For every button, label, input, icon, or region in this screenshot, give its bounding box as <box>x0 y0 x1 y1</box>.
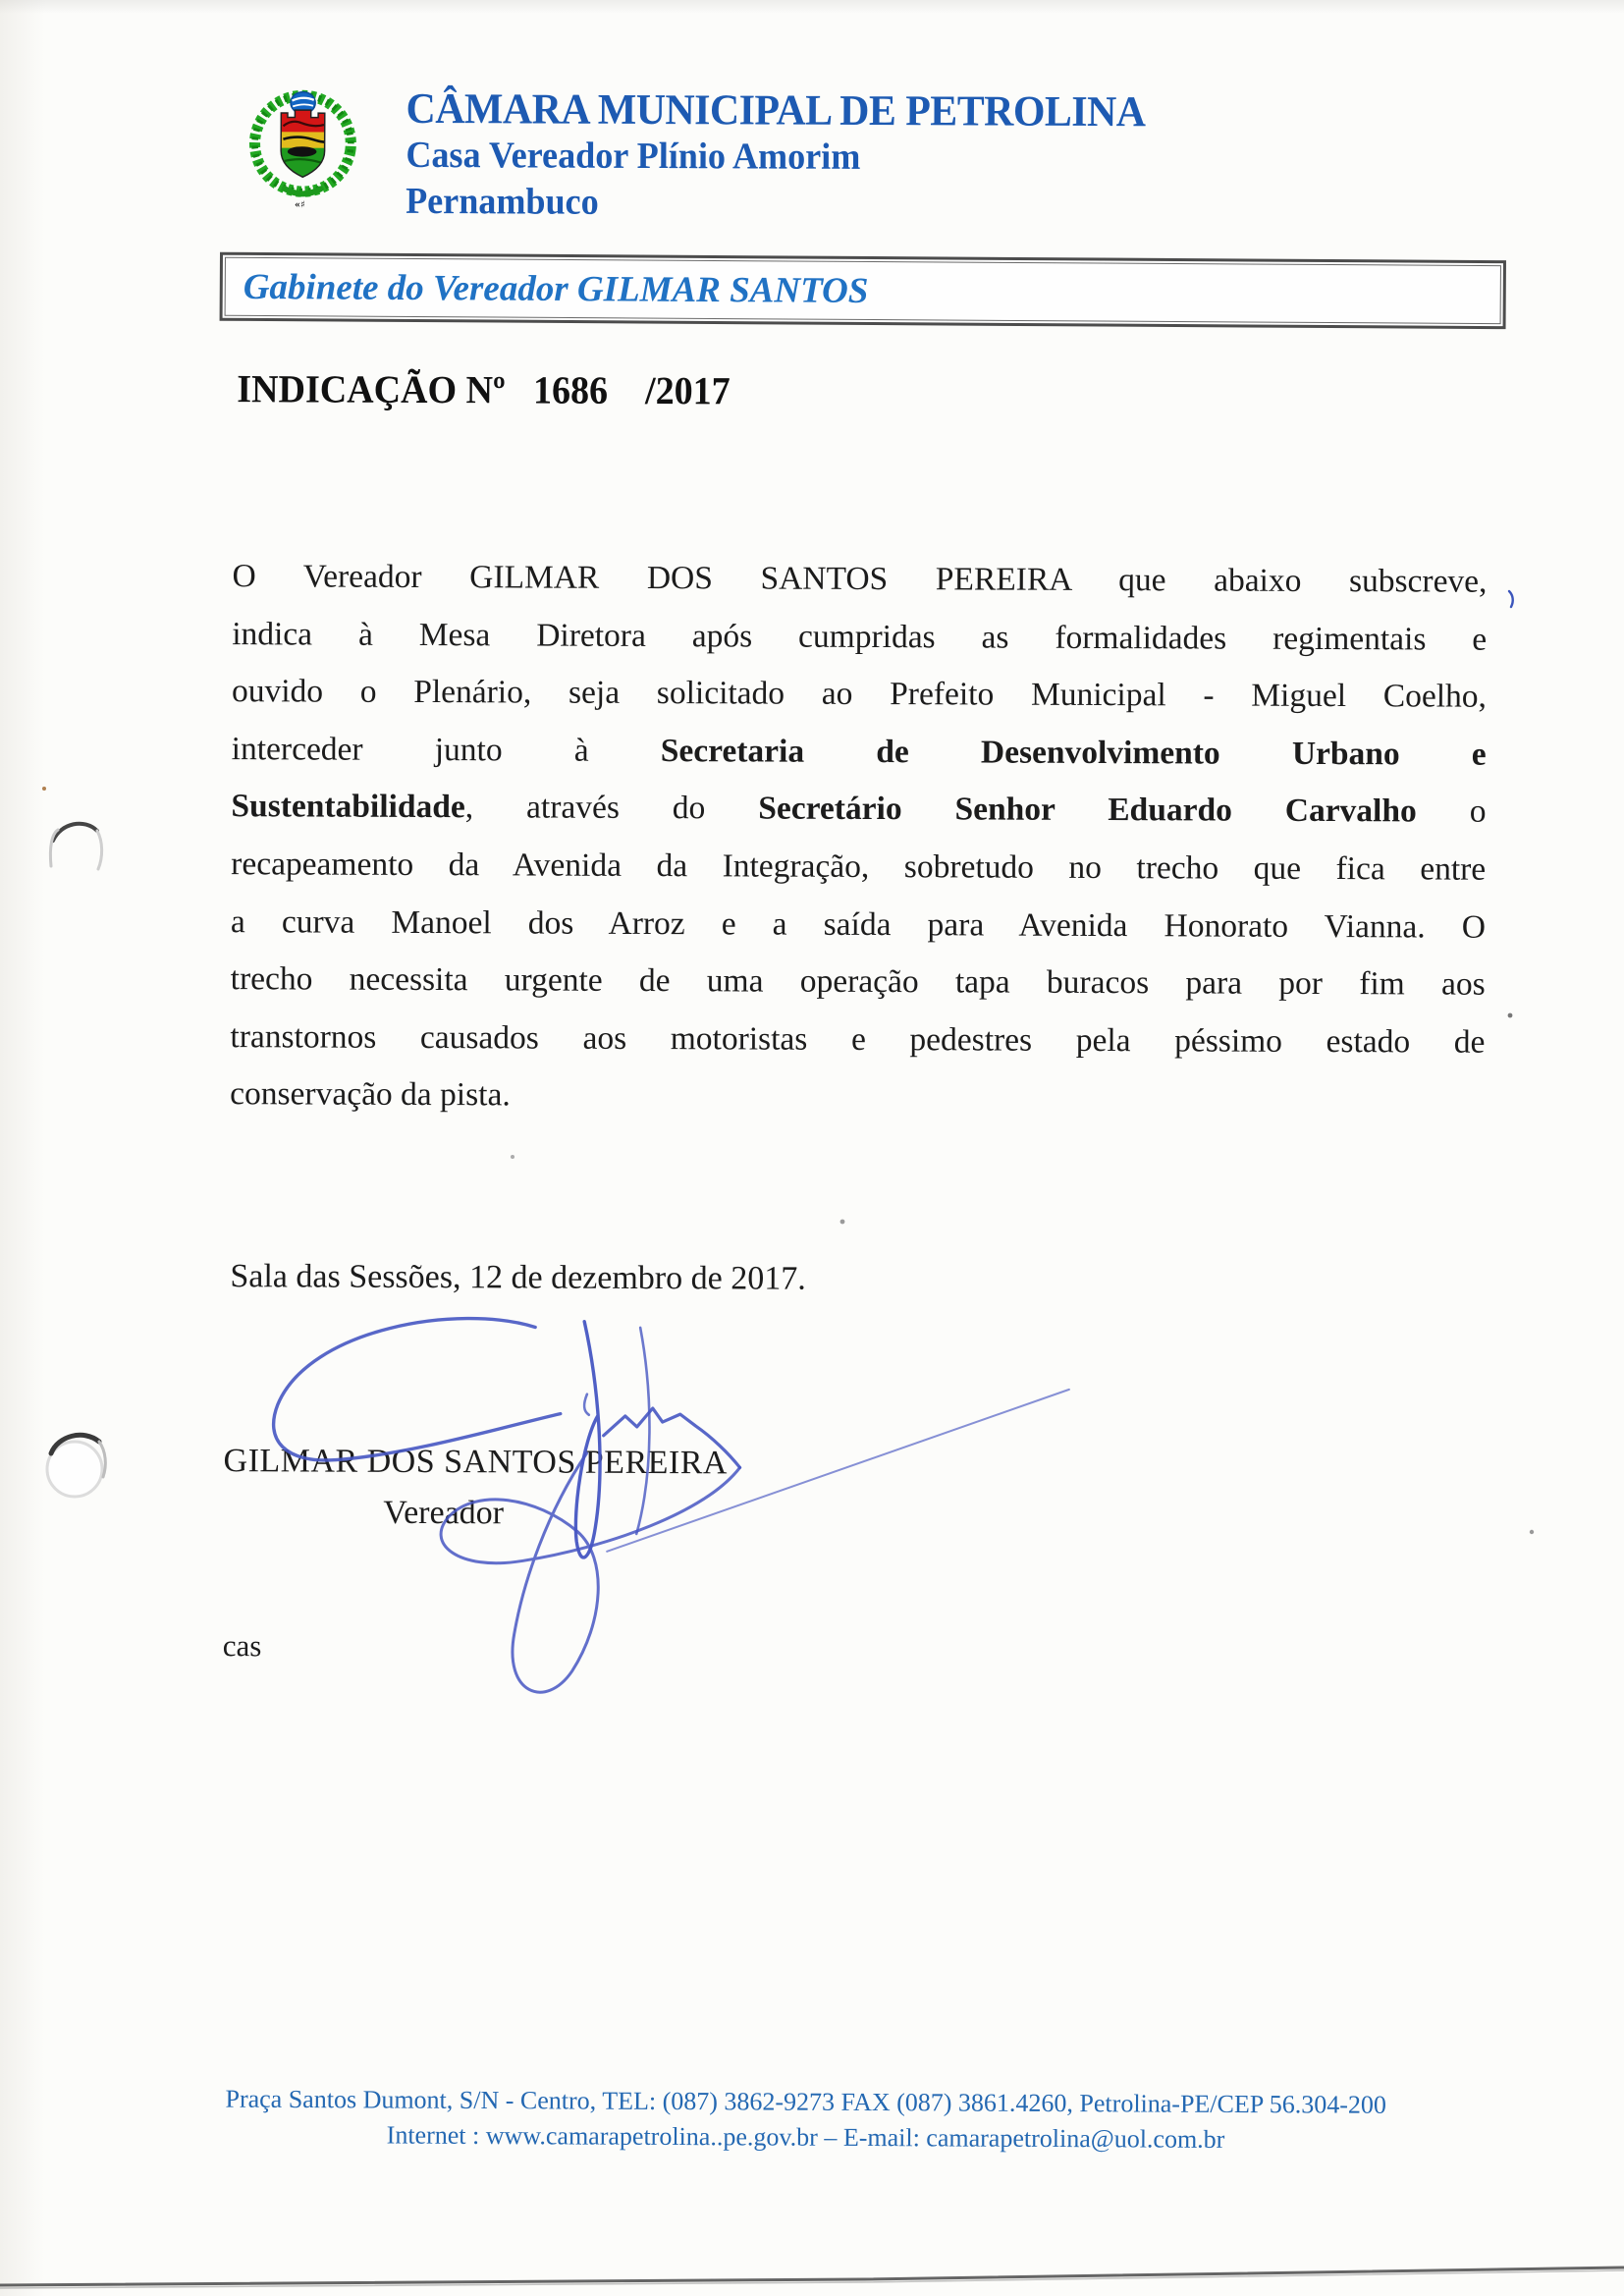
body-line: interceder junto à Secretaria de Desenvolvimento Urbano e <box>231 730 1487 773</box>
office-banner-frame <box>225 257 1501 324</box>
header-building-name: Casa Vereador Plínio Amorim <box>406 134 861 178</box>
body-line: conservação da pista. <box>230 1075 511 1114</box>
footer-address-line: Praça Santos Dumont, S/N - Centro, TEL: (087) 3862-9273 FAX (087) 3861.4260, Petrolina-PE/CEP 56.304-200 <box>225 2084 1387 2119</box>
header-state-name: Pernambuco <box>406 180 599 223</box>
body-line: recapeamento da Avenida da Integração, sobretudo no trecho que fica entre <box>231 846 1487 888</box>
body-line: ouvido o Plenário, seja solicitado ao Prefeito Municipal - Miguel Coelho, <box>231 673 1488 715</box>
footer <box>0 2080 1618 2159</box>
coat-of-arms-icon <box>241 81 365 211</box>
document-year: /2017 <box>645 367 731 413</box>
document-title-label: INDICAÇÃO Nº <box>237 366 506 412</box>
clerk-initials: cas <box>222 1628 262 1664</box>
header-org-name: CÂMARA MUNICIPAL DE PETROLINA <box>406 83 1146 137</box>
office-banner-label: Gabinete do Vereador GILMAR SANTOS <box>243 266 869 311</box>
document-title <box>237 365 731 413</box>
footer-contact-line: Internet : www.camarapetrolina..pe.gov.br – E-mail: camarapetrolina@uol.com.br <box>386 2120 1225 2154</box>
body-line: O Vereador GILMAR DOS SANTOS PEREIRA que abaixo subscreve, <box>232 558 1488 600</box>
body-line: a curva Manoel dos Arroz e a saída para Avenida Honorato Vianna. O <box>230 902 1487 946</box>
signer-title: Vereador <box>383 1494 505 1532</box>
session-date-line: Sala das Sessões, 12 de dezembro de 2017. <box>230 1258 806 1297</box>
svg-text:«♯: «♯ <box>294 199 305 211</box>
office-banner <box>220 252 1506 329</box>
signer-name: GILMAR DOS SANTOS PEREIRA <box>223 1443 729 1482</box>
body-line: transtornos causados aos motoristas e pedestres pela péssimo estado de <box>230 1017 1486 1061</box>
body-line: indica à Mesa Diretora após cumpridas as formalidades regimentais e <box>232 615 1488 658</box>
body-paragraph <box>230 548 1488 1129</box>
body-line: Sustentabilidade, através do Secretário Senhor Eduardo Carvalho o <box>231 788 1487 831</box>
body-line: trecho necessita urgente de uma operação tapa buracos para por fim aos <box>230 960 1486 1003</box>
document-number: 1686 <box>533 367 609 412</box>
